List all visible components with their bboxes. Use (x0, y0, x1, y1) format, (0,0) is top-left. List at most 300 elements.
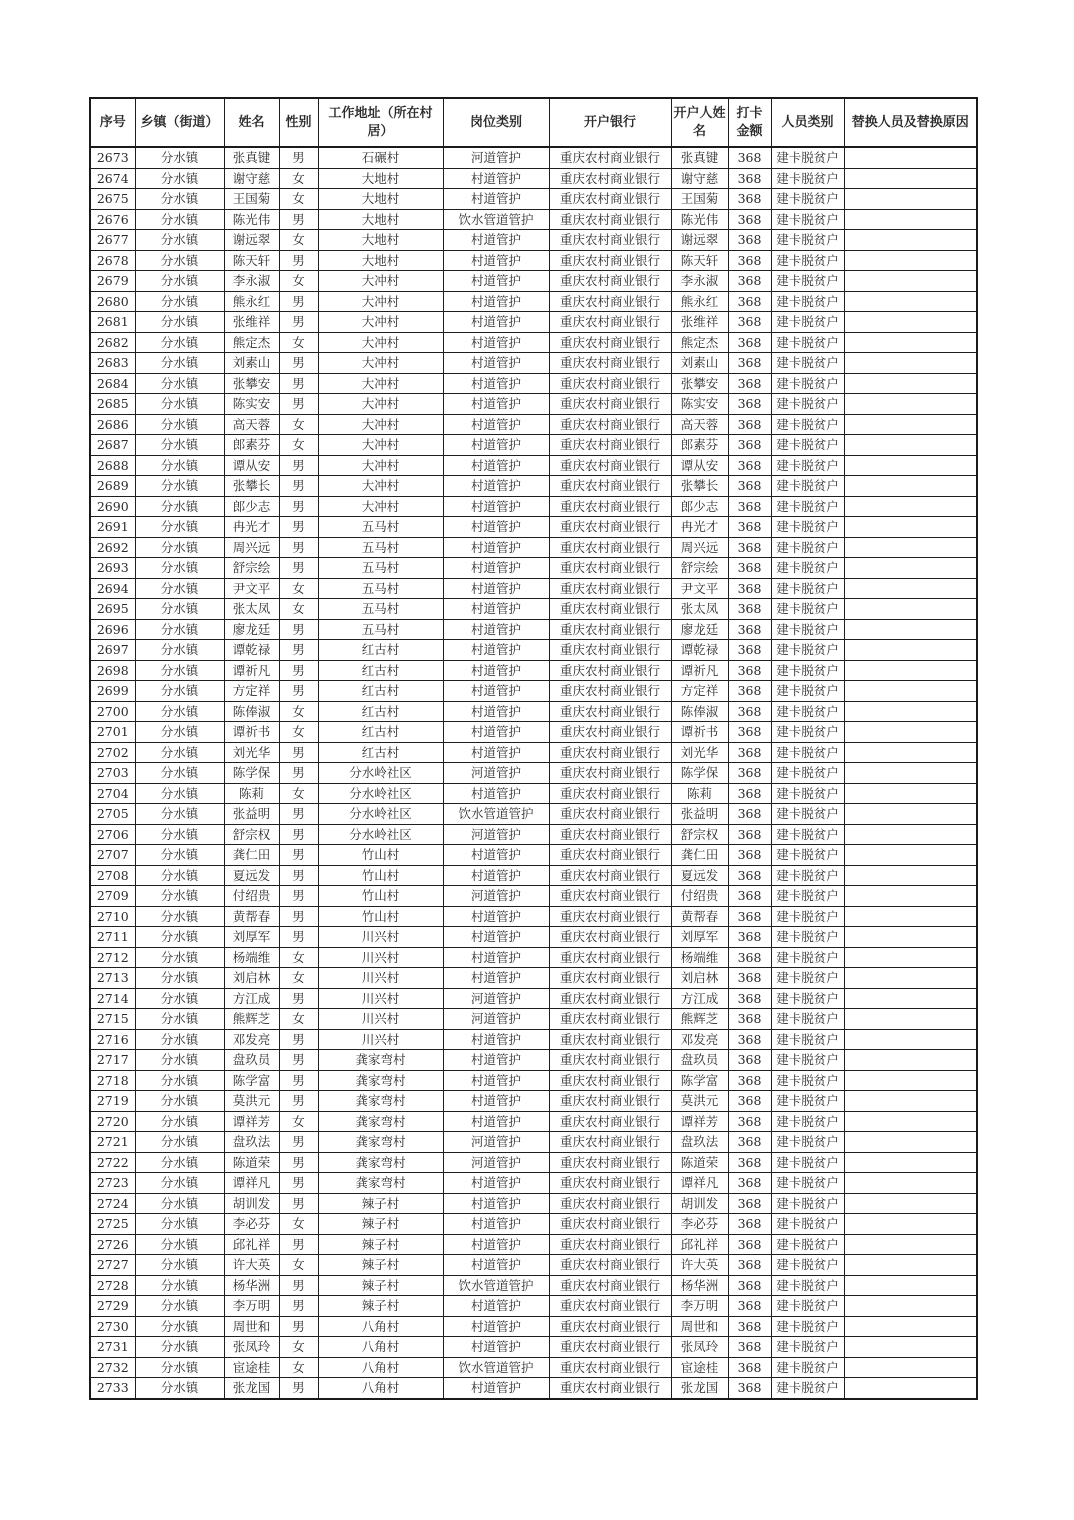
cell-replacement-reason (844, 1193, 977, 1214)
cell-name: 黄帮春 (224, 906, 279, 927)
cell-serial: 2696 (90, 619, 135, 640)
cell-name: 盘玖法 (224, 1132, 279, 1153)
cell-person-category: 建卡脱贫户 (771, 1296, 844, 1317)
cell-account-holder: 夏远发 (671, 865, 728, 886)
cell-gender: 男 (279, 250, 318, 271)
header-bank: 开户银行 (549, 98, 671, 147)
cell-name: 冉光才 (224, 517, 279, 538)
cell-replacement-reason (844, 147, 977, 168)
cell-person-category: 建卡脱贫户 (771, 517, 844, 538)
cell-account-holder: 陈学富 (671, 1070, 728, 1091)
cell-amount: 368 (728, 1378, 771, 1399)
cell-replacement-reason (844, 1234, 977, 1255)
cell-township: 分水镇 (135, 701, 224, 722)
cell-name: 王国菊 (224, 189, 279, 210)
cell-gender: 男 (279, 312, 318, 333)
cell-village: 大冲村 (318, 373, 443, 394)
cell-amount: 368 (728, 681, 771, 702)
cell-township: 分水镇 (135, 947, 224, 968)
cell-bank: 重庆农村商业银行 (549, 681, 671, 702)
cell-replacement-reason (844, 332, 977, 353)
table-row (90, 1296, 977, 1317)
cell-replacement-reason (844, 1255, 977, 1276)
cell-name: 龚仁田 (224, 845, 279, 866)
table-row (90, 783, 977, 804)
cell-township: 分水镇 (135, 578, 224, 599)
cell-village: 龚家弯村 (318, 1152, 443, 1173)
cell-replacement-reason (844, 599, 977, 620)
cell-replacement-reason (844, 640, 977, 661)
cell-bank: 重庆农村商业银行 (549, 722, 671, 743)
cell-township: 分水镇 (135, 537, 224, 558)
cell-bank: 重庆农村商业银行 (549, 1009, 671, 1030)
cell-account-holder: 高天蓉 (671, 414, 728, 435)
cell-name: 夏远发 (224, 865, 279, 886)
cell-post-type: 河道管护 (443, 1152, 549, 1173)
cell-village: 辣子村 (318, 1255, 443, 1276)
cell-township: 分水镇 (135, 414, 224, 435)
cell-serial: 2698 (90, 660, 135, 681)
cell-serial: 2678 (90, 250, 135, 271)
cell-gender: 男 (279, 1173, 318, 1194)
cell-village: 五马村 (318, 599, 443, 620)
cell-name: 陈学富 (224, 1070, 279, 1091)
cell-village: 大地村 (318, 168, 443, 189)
cell-person-category: 建卡脱贫户 (771, 1316, 844, 1337)
cell-person-category: 建卡脱贫户 (771, 1337, 844, 1358)
cell-gender: 男 (279, 1050, 318, 1071)
cell-bank: 重庆农村商业银行 (549, 1193, 671, 1214)
cell-account-holder: 张维祥 (671, 312, 728, 333)
cell-post-type: 村道管护 (443, 865, 549, 886)
cell-amount: 368 (728, 394, 771, 415)
cell-gender: 男 (279, 906, 318, 927)
cell-serial: 2673 (90, 147, 135, 168)
cell-replacement-reason (844, 845, 977, 866)
table-row (90, 1111, 977, 1132)
cell-person-category: 建卡脱贫户 (771, 968, 844, 989)
cell-post-type: 饮水管道管护 (443, 804, 549, 825)
table-row (90, 1357, 977, 1378)
cell-person-category: 建卡脱贫户 (771, 1132, 844, 1153)
cell-village: 龚家弯村 (318, 1132, 443, 1153)
cell-account-holder: 陈俸淑 (671, 701, 728, 722)
cell-account-holder: 陈天轩 (671, 250, 728, 271)
cell-name: 杨华洲 (224, 1275, 279, 1296)
table-row (90, 209, 977, 230)
cell-gender: 男 (279, 640, 318, 661)
cell-post-type: 村道管护 (443, 1234, 549, 1255)
table-row (90, 845, 977, 866)
cell-replacement-reason (844, 578, 977, 599)
cell-account-holder: 陈莉 (671, 783, 728, 804)
table-row (90, 865, 977, 886)
cell-bank: 重庆农村商业银行 (549, 865, 671, 886)
cell-bank: 重庆农村商业银行 (549, 230, 671, 251)
cell-person-category: 建卡脱贫户 (771, 1070, 844, 1091)
cell-account-holder: 黄帮春 (671, 906, 728, 927)
table-row (90, 394, 977, 415)
header-person-category: 人员类别 (771, 98, 844, 147)
cell-amount: 368 (728, 865, 771, 886)
cell-village: 竹山村 (318, 886, 443, 907)
cell-amount: 368 (728, 886, 771, 907)
cell-amount: 368 (728, 619, 771, 640)
cell-replacement-reason (844, 763, 977, 784)
cell-account-holder: 熊定杰 (671, 332, 728, 353)
cell-bank: 重庆农村商业银行 (549, 394, 671, 415)
cell-name: 陈实安 (224, 394, 279, 415)
cell-gender: 男 (279, 865, 318, 886)
cell-amount: 368 (728, 209, 771, 230)
cell-gender: 男 (279, 1275, 318, 1296)
cell-village: 大冲村 (318, 435, 443, 456)
cell-name: 莫洪元 (224, 1091, 279, 1112)
cell-serial: 2688 (90, 455, 135, 476)
table-row (90, 1070, 977, 1091)
cell-serial: 2726 (90, 1234, 135, 1255)
cell-gender: 女 (279, 783, 318, 804)
cell-account-holder: 莫洪元 (671, 1091, 728, 1112)
cell-name: 周兴远 (224, 537, 279, 558)
header-name: 姓名 (224, 98, 279, 147)
cell-name: 陈俸淑 (224, 701, 279, 722)
cell-person-category: 建卡脱贫户 (771, 947, 844, 968)
cell-gender: 男 (279, 496, 318, 517)
table-row (90, 414, 977, 435)
cell-account-holder: 宦途桂 (671, 1357, 728, 1378)
table-row (90, 189, 977, 210)
cell-replacement-reason (844, 394, 977, 415)
cell-gender: 女 (279, 599, 318, 620)
cell-person-category: 建卡脱贫户 (771, 722, 844, 743)
cell-township: 分水镇 (135, 1193, 224, 1214)
cell-village: 五马村 (318, 619, 443, 640)
cell-village: 辣子村 (318, 1275, 443, 1296)
cell-account-holder: 陈道荣 (671, 1152, 728, 1173)
cell-gender: 男 (279, 742, 318, 763)
table-row (90, 537, 977, 558)
cell-township: 分水镇 (135, 722, 224, 743)
cell-person-category: 建卡脱贫户 (771, 476, 844, 497)
cell-post-type: 村道管护 (443, 435, 549, 456)
cell-name: 刘启林 (224, 968, 279, 989)
cell-township: 分水镇 (135, 1029, 224, 1050)
cell-replacement-reason (844, 1337, 977, 1358)
cell-account-holder: 李万明 (671, 1296, 728, 1317)
cell-replacement-reason (844, 517, 977, 538)
cell-township: 分水镇 (135, 394, 224, 415)
cell-replacement-reason (844, 414, 977, 435)
header-amount: 打卡金额 (728, 98, 771, 147)
cell-post-type: 村道管护 (443, 414, 549, 435)
cell-village: 八角村 (318, 1337, 443, 1358)
cell-account-holder: 尹文平 (671, 578, 728, 599)
cell-account-holder: 谢远翠 (671, 230, 728, 251)
cell-township: 分水镇 (135, 1255, 224, 1276)
cell-gender: 女 (279, 701, 318, 722)
cell-replacement-reason (844, 1378, 977, 1399)
table-row (90, 927, 977, 948)
cell-township: 分水镇 (135, 783, 224, 804)
table-row (90, 701, 977, 722)
table-header (90, 98, 977, 147)
cell-amount: 368 (728, 312, 771, 333)
cell-serial: 2724 (90, 1193, 135, 1214)
cell-name: 刘素山 (224, 353, 279, 374)
cell-village: 红古村 (318, 701, 443, 722)
cell-amount: 368 (728, 353, 771, 374)
cell-name: 胡训发 (224, 1193, 279, 1214)
cell-amount: 368 (728, 435, 771, 456)
cell-township: 分水镇 (135, 1357, 224, 1378)
cell-village: 龚家弯村 (318, 1050, 443, 1071)
cell-replacement-reason (844, 988, 977, 1009)
cell-bank: 重庆农村商业银行 (549, 886, 671, 907)
cell-amount: 368 (728, 763, 771, 784)
cell-post-type: 村道管护 (443, 1214, 549, 1235)
cell-village: 红古村 (318, 640, 443, 661)
cell-township: 分水镇 (135, 742, 224, 763)
cell-post-type: 村道管护 (443, 722, 549, 743)
cell-gender: 男 (279, 1378, 318, 1399)
cell-village: 分水岭社区 (318, 804, 443, 825)
cell-gender: 女 (279, 968, 318, 989)
cell-account-holder: 刘厚军 (671, 927, 728, 948)
cell-bank: 重庆农村商业银行 (549, 988, 671, 1009)
cell-person-category: 建卡脱贫户 (771, 1255, 844, 1276)
cell-village: 石碾村 (318, 147, 443, 168)
table-row (90, 455, 977, 476)
cell-village: 大冲村 (318, 312, 443, 333)
cell-amount: 368 (728, 1296, 771, 1317)
cell-name: 陈道荣 (224, 1152, 279, 1173)
cell-township: 分水镇 (135, 353, 224, 374)
cell-person-category: 建卡脱贫户 (771, 1234, 844, 1255)
table-row (90, 824, 977, 845)
cell-village: 龚家弯村 (318, 1173, 443, 1194)
cell-serial: 2682 (90, 332, 135, 353)
cell-gender: 女 (279, 1255, 318, 1276)
cell-village: 川兴村 (318, 927, 443, 948)
cell-name: 李万明 (224, 1296, 279, 1317)
cell-bank: 重庆农村商业银行 (549, 1337, 671, 1358)
table-row (90, 1255, 977, 1276)
cell-post-type: 村道管护 (443, 476, 549, 497)
cell-account-holder: 谭祈书 (671, 722, 728, 743)
table-row (90, 599, 977, 620)
cell-post-type: 河道管护 (443, 147, 549, 168)
cell-serial: 2680 (90, 291, 135, 312)
cell-serial: 2710 (90, 906, 135, 927)
cell-name: 尹文平 (224, 578, 279, 599)
cell-post-type: 村道管护 (443, 1193, 549, 1214)
cell-name: 陈学保 (224, 763, 279, 784)
cell-person-category: 建卡脱贫户 (771, 1193, 844, 1214)
cell-amount: 368 (728, 373, 771, 394)
cell-account-holder: 周世和 (671, 1316, 728, 1337)
table-row (90, 1009, 977, 1030)
cell-village: 大地村 (318, 189, 443, 210)
cell-name: 李永淑 (224, 271, 279, 292)
cell-bank: 重庆农村商业银行 (549, 1152, 671, 1173)
cell-bank: 重庆农村商业银行 (549, 1132, 671, 1153)
cell-amount: 368 (728, 147, 771, 168)
cell-post-type: 村道管护 (443, 968, 549, 989)
cell-bank: 重庆农村商业银行 (549, 578, 671, 599)
cell-replacement-reason (844, 783, 977, 804)
table-row (90, 968, 977, 989)
cell-account-holder: 张龙国 (671, 1378, 728, 1399)
cell-account-holder: 谢守慈 (671, 168, 728, 189)
cell-amount: 368 (728, 1275, 771, 1296)
cell-account-holder: 陈学保 (671, 763, 728, 784)
cell-amount: 368 (728, 1234, 771, 1255)
cell-bank: 重庆农村商业银行 (549, 1050, 671, 1071)
cell-amount: 368 (728, 1091, 771, 1112)
cell-amount: 368 (728, 783, 771, 804)
cell-township: 分水镇 (135, 291, 224, 312)
cell-gender: 男 (279, 1152, 318, 1173)
cell-township: 分水镇 (135, 168, 224, 189)
cell-name: 谭从安 (224, 455, 279, 476)
cell-name: 李必芬 (224, 1214, 279, 1235)
cell-village: 辣子村 (318, 1193, 443, 1214)
cell-township: 分水镇 (135, 1070, 224, 1091)
cell-township: 分水镇 (135, 619, 224, 640)
cell-amount: 368 (728, 537, 771, 558)
cell-amount: 368 (728, 496, 771, 517)
cell-replacement-reason (844, 742, 977, 763)
table-body (90, 147, 977, 1399)
table-row (90, 373, 977, 394)
cell-account-holder: 邱礼祥 (671, 1234, 728, 1255)
table-row (90, 578, 977, 599)
cell-bank: 重庆农村商业银行 (549, 1316, 671, 1337)
cell-amount: 368 (728, 517, 771, 538)
cell-name: 张攀长 (224, 476, 279, 497)
cell-village: 分水岭社区 (318, 824, 443, 845)
cell-gender: 女 (279, 414, 318, 435)
cell-amount: 368 (728, 1111, 771, 1132)
cell-township: 分水镇 (135, 968, 224, 989)
cell-gender: 女 (279, 332, 318, 353)
cell-bank: 重庆农村商业银行 (549, 927, 671, 948)
cell-bank: 重庆农村商业银行 (549, 271, 671, 292)
cell-bank: 重庆农村商业银行 (549, 804, 671, 825)
cell-post-type: 村道管护 (443, 1070, 549, 1091)
cell-gender: 男 (279, 681, 318, 702)
cell-township: 分水镇 (135, 1337, 224, 1358)
cell-amount: 368 (728, 168, 771, 189)
table-row (90, 640, 977, 661)
table-row (90, 1214, 977, 1235)
cell-account-holder: 舒宗绘 (671, 558, 728, 579)
cell-replacement-reason (844, 660, 977, 681)
cell-serial: 2712 (90, 947, 135, 968)
cell-account-holder: 盘玖法 (671, 1132, 728, 1153)
cell-post-type: 村道管护 (443, 394, 549, 415)
cell-gender: 男 (279, 1193, 318, 1214)
cell-gender: 男 (279, 476, 318, 497)
cell-account-holder: 王国菊 (671, 189, 728, 210)
cell-bank: 重庆农村商业银行 (549, 1214, 671, 1235)
cell-serial: 2711 (90, 927, 135, 948)
cell-gender: 男 (279, 1070, 318, 1091)
cell-amount: 368 (728, 1132, 771, 1153)
cell-township: 分水镇 (135, 147, 224, 168)
table-row (90, 496, 977, 517)
cell-serial: 2700 (90, 701, 135, 722)
cell-name: 张凤玲 (224, 1337, 279, 1358)
cell-person-category: 建卡脱贫户 (771, 558, 844, 579)
cell-post-type: 饮水管道管护 (443, 209, 549, 230)
cell-bank: 重庆农村商业银行 (549, 742, 671, 763)
table-row (90, 804, 977, 825)
cell-gender: 男 (279, 804, 318, 825)
cell-post-type: 饮水管道管护 (443, 1275, 549, 1296)
cell-township: 分水镇 (135, 640, 224, 661)
cell-bank: 重庆农村商业银行 (549, 168, 671, 189)
cell-post-type: 村道管护 (443, 1173, 549, 1194)
cell-post-type: 村道管护 (443, 640, 549, 661)
cell-township: 分水镇 (135, 230, 224, 251)
cell-township: 分水镇 (135, 1111, 224, 1132)
cell-account-holder: 胡训发 (671, 1193, 728, 1214)
cell-serial: 2705 (90, 804, 135, 825)
cell-village: 川兴村 (318, 1029, 443, 1050)
cell-replacement-reason (844, 681, 977, 702)
cell-person-category: 建卡脱贫户 (771, 681, 844, 702)
cell-bank: 重庆农村商业银行 (549, 414, 671, 435)
header-village: 工作地址（所在村居） (318, 98, 443, 147)
cell-village: 川兴村 (318, 968, 443, 989)
table-row (90, 312, 977, 333)
cell-bank: 重庆农村商业银行 (549, 599, 671, 620)
cell-gender: 男 (279, 1132, 318, 1153)
cell-post-type: 村道管护 (443, 496, 549, 517)
cell-village: 辣子村 (318, 1296, 443, 1317)
cell-township: 分水镇 (135, 1152, 224, 1173)
cell-name: 张攀安 (224, 373, 279, 394)
cell-amount: 368 (728, 1357, 771, 1378)
cell-account-holder: 郎素芬 (671, 435, 728, 456)
cell-serial: 2689 (90, 476, 135, 497)
cell-replacement-reason (844, 230, 977, 251)
header-replacement-reason: 替换人员及替换原因 (844, 98, 977, 147)
cell-account-holder: 张太凤 (671, 599, 728, 620)
cell-serial: 2721 (90, 1132, 135, 1153)
cell-replacement-reason (844, 1111, 977, 1132)
cell-account-holder: 谭祈凡 (671, 660, 728, 681)
cell-gender: 男 (279, 517, 318, 538)
cell-township: 分水镇 (135, 455, 224, 476)
cell-serial: 2681 (90, 312, 135, 333)
cell-township: 分水镇 (135, 189, 224, 210)
cell-post-type: 村道管护 (443, 558, 549, 579)
cell-township: 分水镇 (135, 558, 224, 579)
cell-replacement-reason (844, 1275, 977, 1296)
cell-bank: 重庆农村商业银行 (549, 250, 671, 271)
cell-name: 谭祥芳 (224, 1111, 279, 1132)
cell-person-category: 建卡脱贫户 (771, 804, 844, 825)
cell-amount: 368 (728, 1214, 771, 1235)
cell-village: 五马村 (318, 558, 443, 579)
cell-person-category: 建卡脱贫户 (771, 742, 844, 763)
cell-serial: 2707 (90, 845, 135, 866)
cell-gender: 男 (279, 1296, 318, 1317)
cell-replacement-reason (844, 496, 977, 517)
